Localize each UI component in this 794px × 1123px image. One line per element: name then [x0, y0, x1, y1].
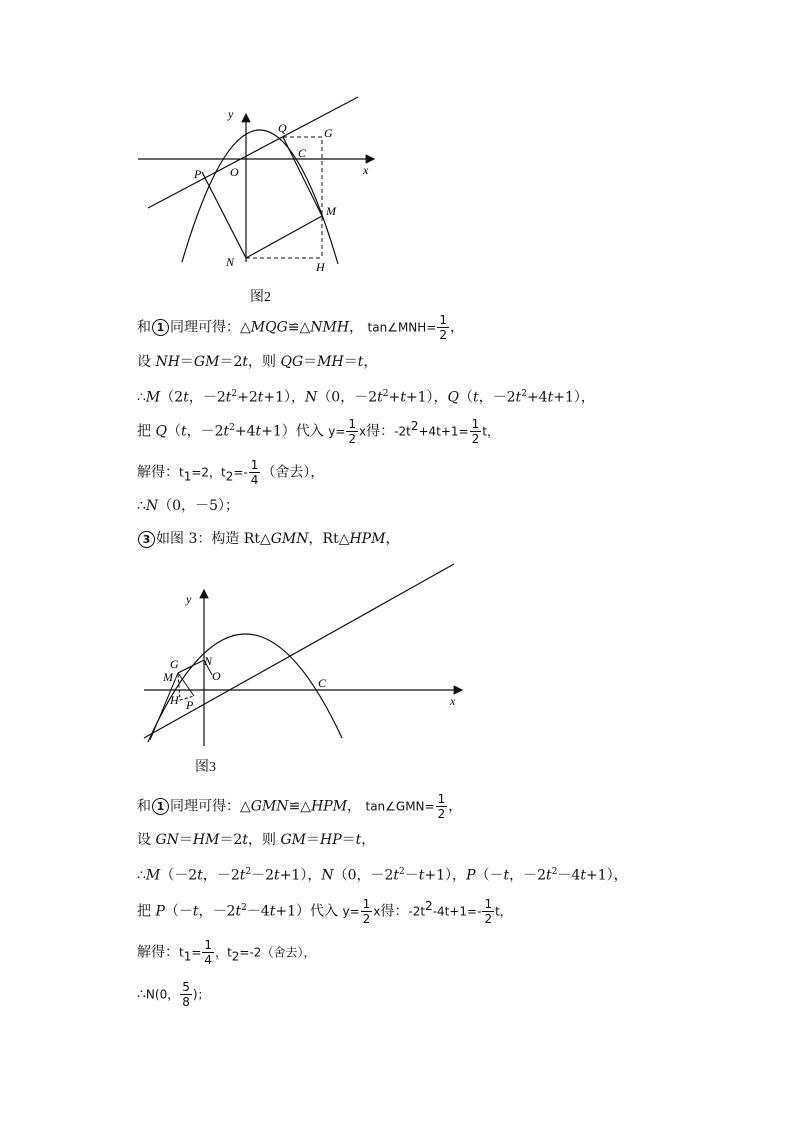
p3-line-5: 解得：$t_1=$ $\frac{1}{4}$ ，$t_2=-2$（舍去），: [137, 938, 316, 967]
label-O: O: [230, 165, 239, 179]
circled-number-1: 1: [152, 319, 169, 336]
p2-line-6: ∴N（0，－5）；: [137, 498, 239, 514]
p2-line-2: 设 NH＝GM＝2t，则 QG＝MH＝t，: [137, 354, 378, 370]
line-y-half-x: [148, 97, 358, 208]
label-Q: Q: [278, 121, 287, 135]
figure-2-diagram: [130, 92, 390, 282]
label-x: x: [450, 694, 456, 708]
segment-PN: [202, 172, 246, 258]
fraction: $\frac{1}{4}$: [204, 938, 213, 967]
p2-line-3: ∴M（2t，$-2t^2+2t+1$），N（0，$-2t^2+t+1$），Q（t，$-2t^2+4t+1$），: [137, 389, 595, 406]
p2-line-1: 和 1 同理可得：△MQG≌△NMH， tan∠MNH= $\frac{1}{2}$ ，: [137, 313, 465, 342]
fraction: $\frac{5}{8}$: [182, 980, 190, 1009]
label-x: x: [363, 163, 369, 177]
fraction: $\frac{1}{2}$: [437, 792, 446, 821]
p3-line-4: 把 P（－t，$-2t^2-4t+1$）代入 y= $\frac{1}{2}$ x得：$-2t^2-4t+1=-$ $\frac{1}{2}$ t，: [137, 897, 512, 927]
p3-line-2: 设 GN＝HM＝2t，则 GM＝HP＝t，: [137, 832, 376, 848]
label-C: C: [318, 676, 327, 690]
fraction: $\frac{1}{2}$: [348, 417, 357, 447]
p3-heading: 3 如图 3：构造 Rt△GMN，Rt△HPM，: [137, 529, 399, 549]
circled-number-1: 1: [152, 798, 169, 815]
fraction: $\frac{1}{2}$: [439, 313, 448, 342]
p3-line-6: ∴N(0， $\frac{5}{8}$ )；: [137, 980, 210, 1009]
segment-NM: [246, 216, 322, 258]
figure-3-diagram: [140, 560, 470, 750]
p3-line-3: ∴M（－2t，$-2t^2-2t+1$），N（0，$-2t^2-t+1$），P（－t，$-2t^2-4t+1$），: [137, 867, 628, 884]
label-G: G: [324, 126, 333, 140]
fraction: $\frac{1}{4}$: [250, 458, 259, 487]
label-y: y: [228, 107, 234, 121]
parabola-curve: [148, 634, 342, 742]
segment-MN: [178, 660, 204, 673]
label-P: P: [194, 167, 202, 181]
label-G: G: [170, 657, 179, 671]
segment-MP: [178, 673, 194, 696]
p2-line-4: 把 Q（t，$-2t^2+4t+1$）代入 y= $\frac{1}{2}$ x得：$-2t^2+4t+1=$ $\frac{1}{2}$ t，: [137, 417, 499, 447]
label-M: M: [163, 670, 173, 684]
label-y: y: [186, 592, 192, 606]
fraction: $\frac{1}{2}$: [362, 897, 371, 927]
label-M: M: [326, 204, 336, 218]
label-C: C: [298, 146, 307, 160]
label-H: H: [170, 693, 179, 707]
parabola-curve: [182, 130, 338, 264]
label-O: O: [212, 669, 221, 683]
label-H: H: [316, 260, 325, 274]
fraction: $\frac{1}{2}$: [484, 897, 493, 927]
fraction: $\frac{1}{2}$: [471, 417, 480, 447]
label-P: P: [186, 698, 194, 712]
figure-2-caption: 图2: [250, 290, 271, 305]
p3-line-1: 和 1 同理可得：△GMN≌△HPM， tan∠GMN= $\frac{1}{2}$ ，: [137, 792, 463, 821]
p2-line-5: 解得：$t_1=2$，$t_2=-$ $\frac{1}{4}$ （舍去），: [137, 458, 325, 487]
label-N: N: [204, 654, 213, 668]
circled-number-3: 3: [138, 531, 155, 548]
figure-3-caption: 图3: [195, 760, 216, 775]
label-N: N: [226, 255, 235, 269]
